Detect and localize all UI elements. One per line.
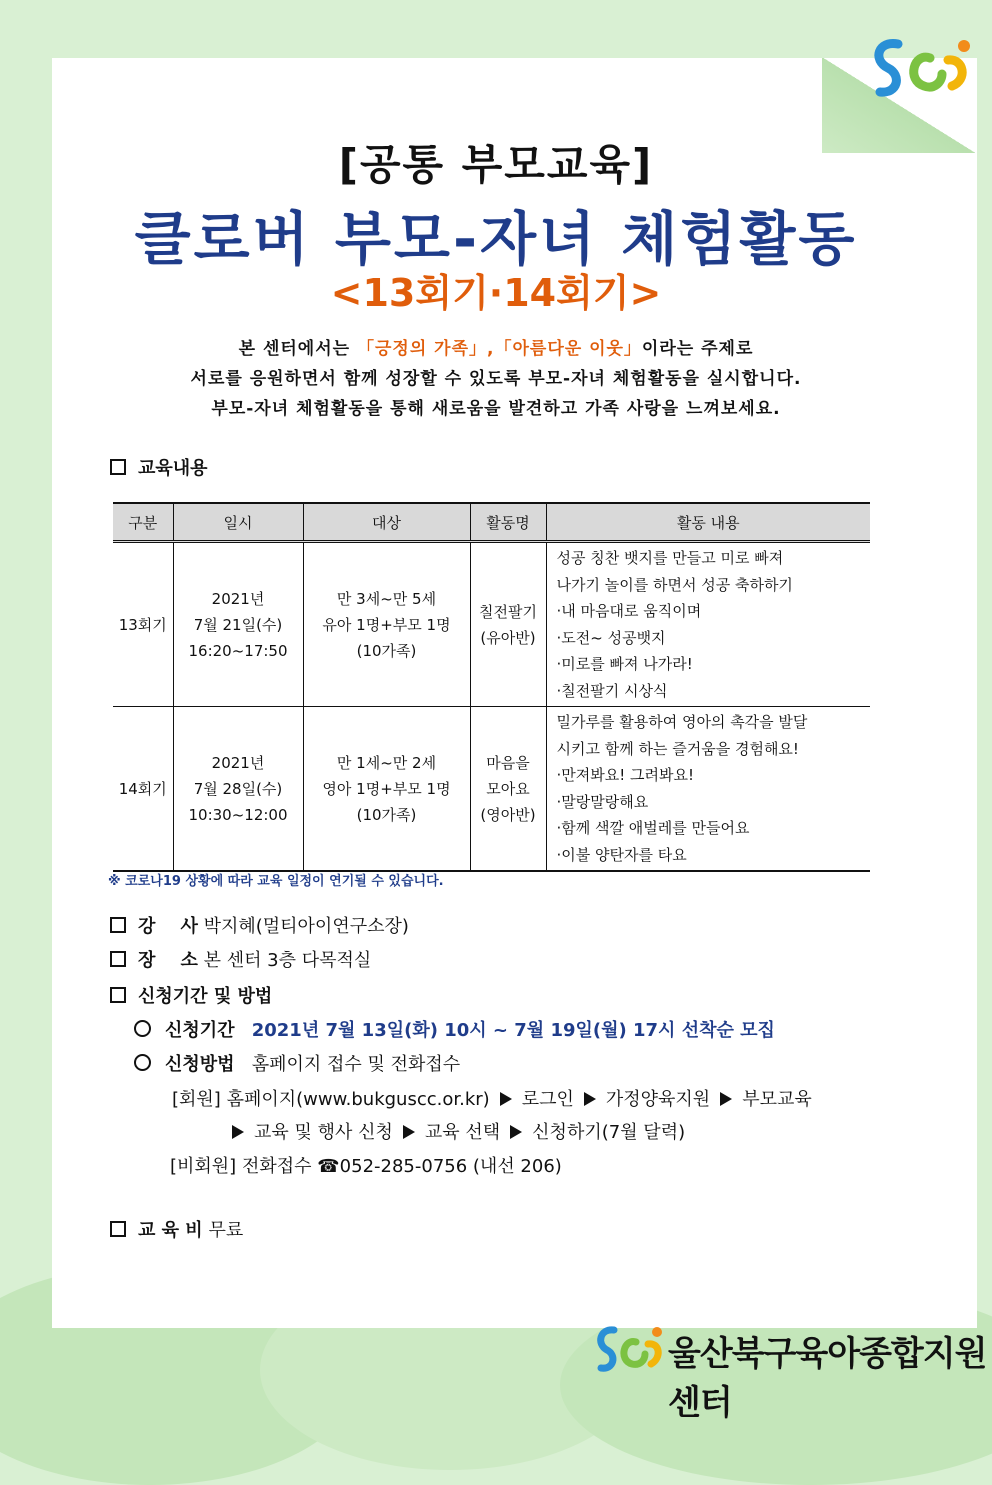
cell-date: 2021년 7월 21일(수) 16:20~17:50 xyxy=(173,542,303,707)
instructor-value: 박지혜(멀티아이연구소장) xyxy=(203,916,409,937)
center-logo-icon xyxy=(868,30,978,110)
footer-org-name: 울산북구육아종합지원센터 xyxy=(668,1334,987,1423)
location-line xyxy=(110,946,371,972)
fee-value: 무료 xyxy=(208,1220,244,1241)
nonmember-label: [비회원] xyxy=(170,1156,237,1177)
cell-date: 2021년 7월 28일(수) 10:30~12:00 xyxy=(173,707,303,872)
cell-target: 만 1세~만 2세 영아 1명+부모 1명 (10가족) xyxy=(303,707,470,872)
step-parent-edu: 부모교육 xyxy=(742,1089,812,1110)
checkbox-icon xyxy=(110,951,126,967)
intro-line-1: 본 센터에서는 「긍정의 가족」,「아름다운 이웃」이라는 주제로 xyxy=(238,339,754,359)
fee-line xyxy=(110,1216,243,1242)
period-label: 신청기간 xyxy=(165,1020,235,1041)
location-label: 장 소 xyxy=(138,950,198,971)
checkbox-icon xyxy=(110,459,126,475)
cell-activity-content: 성공 칭찬 뱃지를 만들고 미로 빠져 나가기 놀이를 하면서 성공 축하하기 ·내 마음대로 움직이며 ·도전~ 성공뱃지 ·미로를 빠져 나가라! ·칠전팔기 시상식 xyxy=(546,542,870,707)
apply-method-line xyxy=(134,1050,460,1076)
phone-icon: ☎ xyxy=(317,1156,340,1177)
arrow-right-icon xyxy=(403,1125,415,1139)
member-steps-line-1 xyxy=(172,1085,812,1111)
step-login: 로그인 xyxy=(521,1089,574,1110)
cell-activity-name: 칠전팔기 (유아반) xyxy=(470,542,546,707)
step-home-support: 가정양육지원 xyxy=(605,1089,711,1110)
arrow-right-icon xyxy=(584,1092,596,1106)
instructor-line xyxy=(110,912,409,938)
cell-session: 13회기 xyxy=(113,542,173,707)
program-table xyxy=(113,502,870,872)
main-title: 클로버 부모-자녀 체험활동 xyxy=(134,205,858,273)
method-label: 신청방법 xyxy=(165,1054,235,1075)
arrow-right-icon xyxy=(232,1125,244,1139)
checkbox-icon xyxy=(110,1221,126,1237)
nonmember-line xyxy=(170,1152,562,1178)
member-label: [회원] xyxy=(172,1089,221,1110)
table-row xyxy=(113,707,870,872)
step-select-edu: 교육 선택 xyxy=(424,1122,501,1143)
footer-logo-icon xyxy=(594,1322,664,1380)
step-apply: 신청하기(7월 달력) xyxy=(532,1122,686,1143)
arrow-right-icon xyxy=(720,1092,732,1106)
intro-highlight: 「긍정의 가족」,「아름다운 이웃」 xyxy=(356,339,642,359)
th-activity-content: 활동 내용 xyxy=(546,503,870,542)
phone-number: 052-285-0756 (내선 206) xyxy=(339,1156,562,1177)
arrow-right-icon xyxy=(510,1125,522,1139)
period-value: 2021년 7월 13일(화) 10시 ~ 7월 19일(월) 17시 선착순 모집 xyxy=(251,1020,775,1041)
circle-bullet-icon xyxy=(134,1020,151,1037)
nonmember-value: 전화접수 xyxy=(241,1156,312,1177)
intro-text xyxy=(0,334,992,424)
checkbox-icon xyxy=(110,917,126,933)
intro-line-3: 부모-자녀 체험활동을 통해 새로움을 발견하고 가족 사랑을 느껴보세요. xyxy=(211,399,781,419)
sessions-subtitle: <13회기·14회기> xyxy=(330,271,662,315)
table-header-row xyxy=(113,503,870,542)
category-title: [공통 부모교육] xyxy=(338,140,654,189)
instructor-label: 강 사 xyxy=(138,916,198,937)
method-value: 홈페이지 접수 및 전화접수 xyxy=(251,1054,461,1075)
intro-line-2: 서로를 응원하면서 함께 성장할 수 있도록 부모-자녀 체험활동을 실시합니다. xyxy=(190,369,802,389)
fee-label: 교 육 비 xyxy=(138,1220,203,1241)
cell-activity-content: 밀가루를 활용하여 영아의 촉각을 발달 시키고 함께 하는 즐거움을 경험해요! ·만져봐요! 그려봐요! ·말랑말랑해요 ·함께 색깔 애벌레를 만들어요 ·이불 양탄자를 타요 xyxy=(546,707,870,872)
th-session: 구분 xyxy=(113,503,173,542)
circle-bullet-icon xyxy=(134,1054,151,1071)
arrow-right-icon xyxy=(500,1092,512,1106)
member-steps-line-2 xyxy=(222,1118,685,1144)
step-event-apply: 교육 및 행사 신청 xyxy=(254,1122,393,1143)
step-homepage: 홈페이지(www.bukguscc.or.kr) xyxy=(226,1089,490,1110)
section-content-heading: 교육내용 xyxy=(110,454,208,480)
cell-activity-name: 마음을 모아요 (영아반) xyxy=(470,707,546,872)
apply-heading: 신청기간 및 방법 xyxy=(110,982,272,1008)
cell-session: 14회기 xyxy=(113,707,173,872)
apply-period-line xyxy=(134,1016,775,1042)
cell-target: 만 3세~만 5세 유아 1명+부모 1명 (10가족) xyxy=(303,542,470,707)
location-value: 본 센터 3층 다목적실 xyxy=(203,950,372,971)
checkbox-icon xyxy=(110,987,126,1003)
table-row xyxy=(113,542,870,707)
covid-note: ※ 코로나19 상황에 따라 교육 일정이 연기될 수 있습니다. xyxy=(108,874,444,889)
th-activity-name: 활동명 xyxy=(470,503,546,542)
th-date: 일시 xyxy=(173,503,303,542)
th-target: 대상 xyxy=(303,503,470,542)
